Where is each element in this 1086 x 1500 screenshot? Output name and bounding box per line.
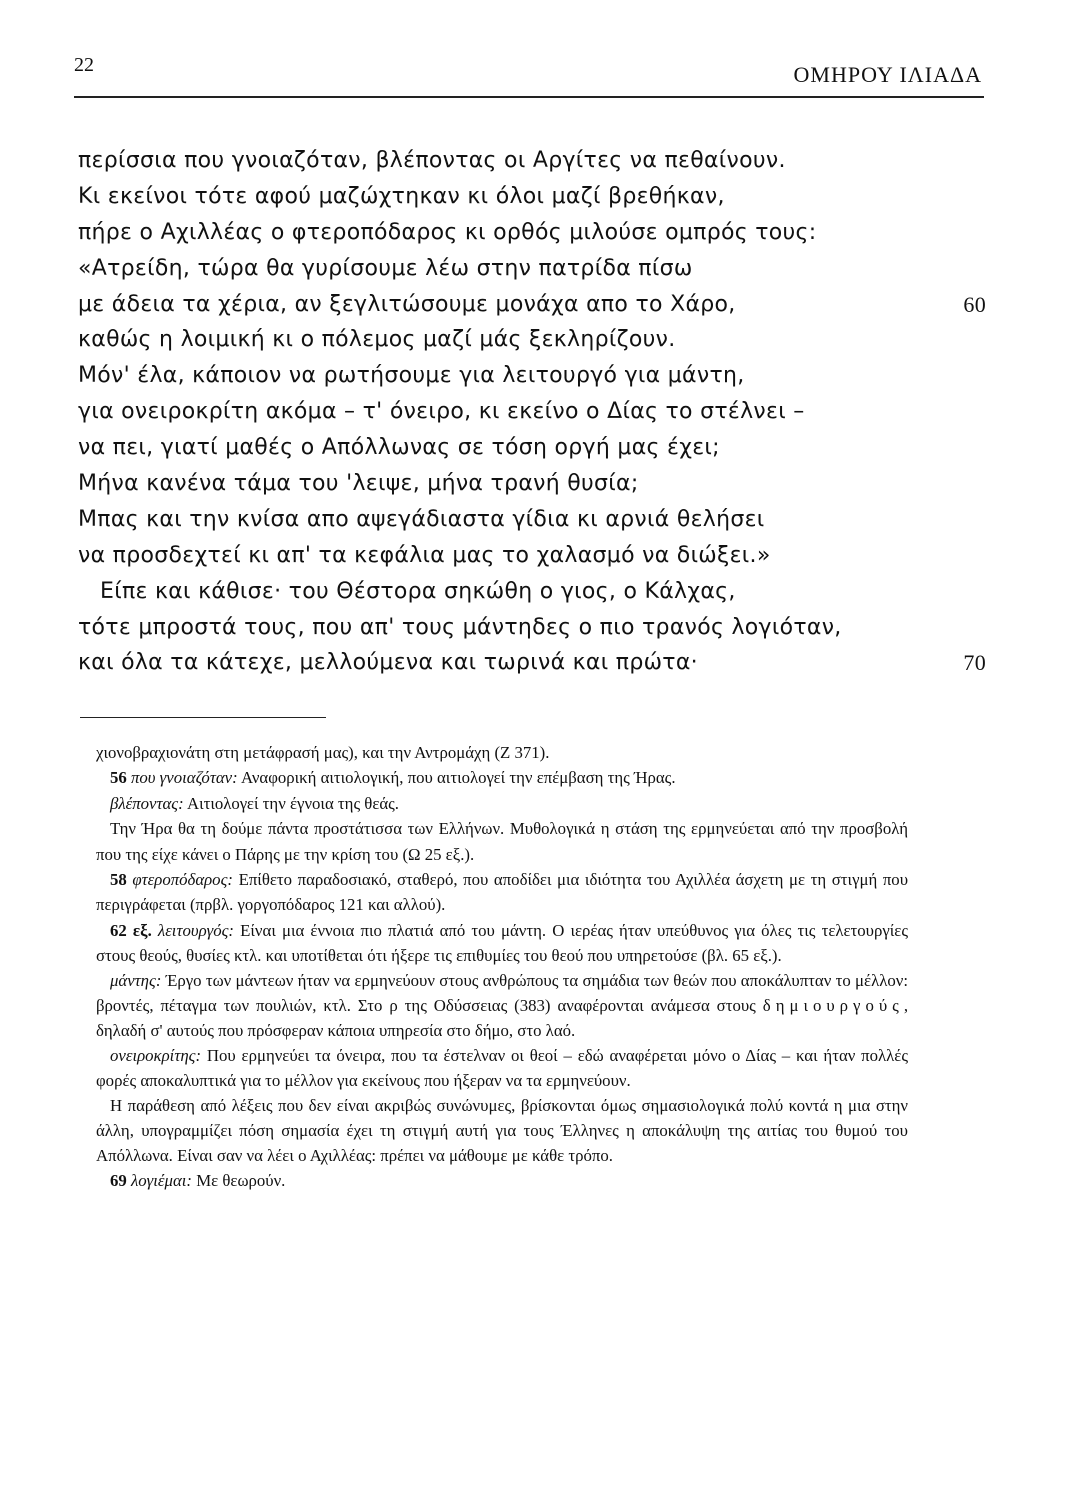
page-number: 22	[74, 54, 94, 76]
verse-line	[78, 215, 986, 251]
note-text: Με θεωρούν.	[196, 1170, 286, 1190]
verse-text: καθώς η λοιμική κι ο πόλεμος μαζί μάς ξεκληρίζουν.	[78, 327, 676, 353]
verse-line	[78, 430, 986, 466]
note-text: Επίθετο παραδοσιακό, σταθερό, που αποδίδει μια ιδιότητα του Αχιλλέα άσχετη με τη στιγμή που περιγράφεται (πρβλ. γοργοπόδαρος 121 και αλλού).	[96, 870, 909, 915]
verse-line	[78, 322, 986, 358]
note-line-ref: 69	[110, 1170, 127, 1190]
note-text: Την Ήρα θα τη δούμε πάντα προστάτισσα των Ελλήνων. Μυθολογικά η στάση της ερμηνεύεται από την προσβολή που της είχε κάνει ο Πάρης με την κρίση του (Ω 25 εξ.).	[96, 819, 908, 864]
note-text: Είναι μια έννοια πιο πλατιά από του μάντη. Ο ιερέας ήταν υπεύθυνος για όλες τις τελετουργίες στους θεούς, θυσίες κτλ. και υποτίθεται ότι ήξερε τις επιθυμίες του θεού που υπηρετούσε (βλ. 65 εξ.).	[96, 920, 908, 965]
verse-line	[78, 502, 986, 538]
note-paragraph	[96, 867, 908, 918]
note-text: Έργο των μάντεων ήταν να ερμηνεύουν στους ανθρώπους τα σημάδια των θεών που αποκάλυπταν το μέλλον: βροντές, πέταγμα των πουλιών, κτλ. Στο ρ της Οδύσσειας (383) αναφέρονται ανάμεσα στους	[96, 970, 908, 1015]
note-text: Αναφορική αιτιολογική, που αιτιολογεί την επέμβαση της Ήρας.	[240, 768, 676, 788]
verse-line	[78, 466, 986, 502]
note-text: χιονοβραχιονάτη στη μετάφρασή μας), και την Αντρομάχη (Ζ 371).	[96, 743, 550, 762]
verse-text: Είπε και κάθισε· του Θέστορα σηκώθη ο γιος, ο Κάλχας,	[100, 578, 736, 604]
verse-line	[78, 574, 986, 610]
running-title: ΟΜΗΡΟΥ ΙΛΙΑΔΑ	[793, 62, 982, 87]
verse-line	[78, 610, 986, 646]
note-paragraph	[96, 968, 908, 1043]
verse-text: με άδεια τα χέρια, αν ξεγλιτώσουμε μονάχα απο το Χάρο,	[78, 291, 736, 317]
verse-line	[78, 358, 986, 394]
note-paragraph	[96, 791, 908, 816]
note-lemma: μάντης:	[110, 970, 162, 990]
note-paragraph	[96, 1168, 908, 1193]
note-text: Αιτιολογεί την έγνοια της θεάς.	[186, 793, 400, 813]
line-number: 70	[963, 650, 986, 676]
verse-line	[78, 251, 986, 287]
verse-text: να προσδεχτεί κι απ' τα κεφάλια μας το χαλασμό να διώξει.»	[78, 542, 771, 568]
verse-text: και όλα τα κάτεχε, μελλούμενα και τωρινά και πρώτα·	[78, 650, 698, 676]
note-lemma: λογιέμαι:	[130, 1170, 193, 1190]
commentary-notes	[96, 740, 908, 1193]
line-number: 60	[963, 291, 986, 317]
note-text: , δηλαδή σ' αυτούς που πρόσφεραν κάποια υπηρεσία στο δήμο, στο λαό.	[96, 995, 909, 1040]
verse-line	[78, 179, 986, 215]
verse-text: να πει, γιατί μαθές ο Απόλλωνας σε τόση οργή μας έχει;	[78, 435, 720, 461]
verse-line	[78, 143, 986, 179]
note-lemma: ονειροκρίτης:	[110, 1045, 202, 1065]
running-header	[74, 52, 984, 98]
spaced-term: δημιουργούς	[762, 995, 904, 1015]
verse-text: Μήνα κανένα τάμα του 'λειψε, μήνα τρανή θυσία;	[78, 471, 639, 497]
verse-text: Κι εκείνοι τότε αφού μαζώχτηκαν κι όλοι μαζί βρεθήκαν,	[78, 183, 725, 209]
note-paragraph	[96, 1043, 908, 1093]
note-text: Η παράθεση από λέξεις που δεν είναι ακριβώς συνώνυμες, βρίσκονται όμως σημασιολογικά πολύ κοντά η μια στην άλλη, υπογραμμίζει πόση σημασία έχει τη στιγμή αυτή για τους Έλληνες η αποκάλυψη της αιτίας του θυμού του Απόλλωνα. Είναι σαν να λέει ο Αχιλλέας: πρέπει να μάθουμε με κάθε τρόπο.	[96, 1095, 908, 1165]
footnote-separator	[80, 717, 326, 718]
verse-text: Μόν' έλα, κάποιον να ρωτήσουμε για λειτουργό για μάντη,	[78, 363, 745, 389]
verse-text: Μπας και την κνίσα απο αψεγάδιαστα γίδια κι αρνιά θελήσει	[78, 506, 765, 532]
note-lemma: λειτουργός:	[157, 920, 235, 940]
note-paragraph	[96, 918, 908, 968]
verse-line	[78, 538, 986, 574]
verse-line	[78, 394, 986, 430]
note-text: Που ερμηνεύει τα όνειρα, που τα έστελναν οι θεοί – εδώ αναφέρεται μόνο ο Δίας – και ήταν πολλές φορές αποκαλυπτικά για το μέλλον για εκείνους που ήξεραν να τα ερμηνεύουν.	[96, 1045, 908, 1090]
verse-text: για ονειροκρίτη ακόμα – τ' όνειρο, κι εκείνο ο Δίας το στέλνει –	[78, 399, 805, 425]
note-line-ref: 62 εξ.	[110, 920, 152, 940]
note-paragraph	[96, 816, 908, 867]
verse-line	[78, 287, 986, 323]
verse-line	[78, 645, 986, 681]
verse-text: πήρε ο Αχιλλέας ο φτεροπόδαρος κι ορθός μιλούσε ομπρός τους:	[78, 219, 817, 245]
verse-text: περίσσια που γνοιαζόταν, βλέποντας οι Αργίτες να πεθαίνουν.	[78, 148, 786, 173]
poem-text	[78, 143, 986, 681]
note-paragraph	[96, 740, 908, 765]
note-lemma: βλέποντας:	[110, 793, 184, 813]
note-paragraph	[96, 1093, 908, 1168]
verse-text: «Ατρείδη, τώρα θα γυρίσουμε λέω στην πατρίδα πίσω	[78, 255, 693, 281]
note-line-ref: 56	[110, 768, 127, 788]
note-paragraph	[96, 765, 908, 790]
note-lemma: φτεροπόδαρος:	[132, 870, 233, 890]
verse-text: τότε μπροστά τους, που απ' τους μάντηδες ο πιο τρανός λογιόταν,	[78, 614, 842, 640]
note-line-ref: 58	[110, 870, 127, 890]
note-lemma: που γνοιαζόταν:	[130, 768, 238, 788]
